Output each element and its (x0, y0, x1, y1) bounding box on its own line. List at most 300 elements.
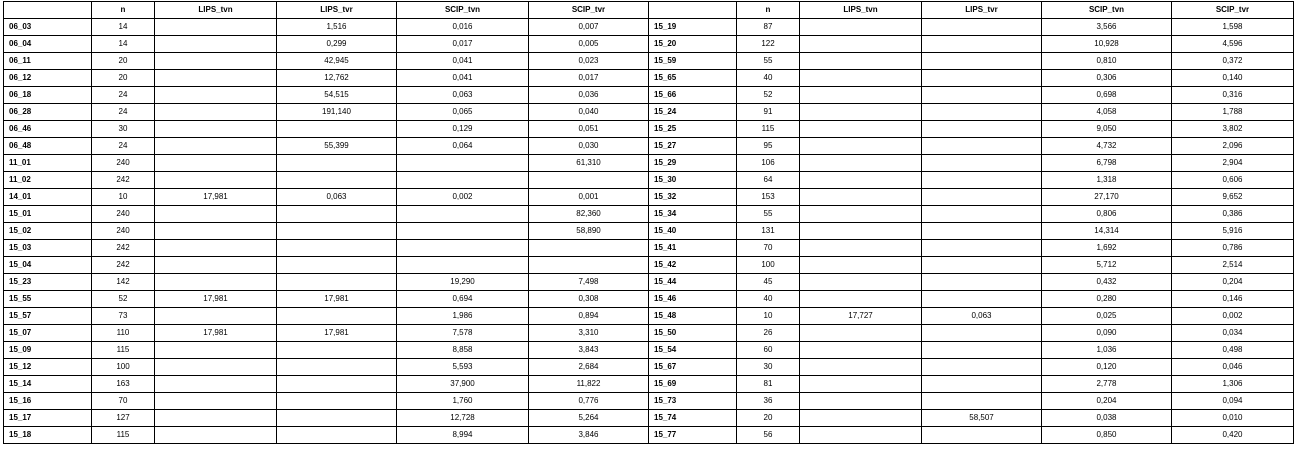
cell-lips-tvn (155, 206, 277, 223)
cell-scip-tvn: 1,986 (397, 308, 529, 325)
cell-n: 14 (92, 19, 155, 36)
cell-scip-tvr: 9,652 (1172, 189, 1294, 206)
cell-lips-tvn (800, 291, 922, 308)
cell-scip-tvr: 0,308 (529, 291, 649, 308)
cell-lips-tvr: 17,981 (277, 325, 397, 342)
cell-n: 70 (737, 240, 800, 257)
cell-scip-tvr: 4,596 (1172, 36, 1294, 53)
cell-scip-tvn: 0,694 (397, 291, 529, 308)
cell-lips-tvr (277, 172, 397, 189)
cell-lips-tvr: 1,516 (277, 19, 397, 36)
cell-lips-tvn (800, 87, 922, 104)
cell-id: 15_46 (649, 291, 737, 308)
cell-id: 06_11 (4, 53, 92, 70)
cell-id: 06_46 (4, 121, 92, 138)
cell-lips-tvn (800, 410, 922, 427)
cell-lips-tvr (922, 206, 1042, 223)
cell-scip-tvr: 0,786 (1172, 240, 1294, 257)
cell-lips-tvr (922, 257, 1042, 274)
cell-n: 20 (92, 70, 155, 87)
cell-id: 15_59 (649, 53, 737, 70)
cell-n: 52 (737, 87, 800, 104)
cell-scip-tvn (397, 206, 529, 223)
header-cell-lips-tvr: LIPS_tvr (277, 2, 397, 19)
cell-id: 15_32 (649, 189, 737, 206)
cell-scip-tvn: 0,017 (397, 36, 529, 53)
cell-scip-tvn (397, 172, 529, 189)
cell-lips-tvn (155, 274, 277, 291)
cell-n: 30 (737, 359, 800, 376)
header-cell-scip-tvr: SCIP_tvr (1172, 2, 1294, 19)
cell-lips-tvn (155, 138, 277, 155)
cell-scip-tvn: 0,016 (397, 19, 529, 36)
cell-scip-tvn: 1,692 (1042, 240, 1172, 257)
cell-scip-tvr: 0,046 (1172, 359, 1294, 376)
cell-scip-tvr: 0,146 (1172, 291, 1294, 308)
cell-n: 115 (92, 342, 155, 359)
cell-scip-tvn: 1,318 (1042, 172, 1172, 189)
cell-scip-tvr: 3,846 (529, 427, 649, 444)
cell-id: 15_65 (649, 70, 737, 87)
table-row (4, 206, 1294, 223)
cell-scip-tvr: 1,306 (1172, 376, 1294, 393)
table-row (4, 393, 1294, 410)
cell-lips-tvr (922, 274, 1042, 291)
cell-n: 30 (92, 121, 155, 138)
cell-scip-tvn: 5,712 (1042, 257, 1172, 274)
cell-n: 52 (92, 291, 155, 308)
cell-lips-tvn (155, 257, 277, 274)
header-cell-id (649, 2, 737, 19)
cell-id: 15_18 (4, 427, 92, 444)
cell-lips-tvr (922, 172, 1042, 189)
cell-n: 242 (92, 257, 155, 274)
header-cell-n: n (737, 2, 800, 19)
cell-lips-tvn (155, 121, 277, 138)
cell-id: 06_12 (4, 70, 92, 87)
cell-lips-tvr (922, 70, 1042, 87)
cell-lips-tvr: 55,399 (277, 138, 397, 155)
table-row (4, 19, 1294, 36)
cell-n: 73 (92, 308, 155, 325)
cell-scip-tvr: 0,372 (1172, 53, 1294, 70)
cell-lips-tvr (922, 155, 1042, 172)
table-row (4, 257, 1294, 274)
cell-id: 15_20 (649, 36, 737, 53)
cell-lips-tvn (155, 240, 277, 257)
cell-lips-tvr (922, 36, 1042, 53)
cell-lips-tvr (922, 325, 1042, 342)
cell-lips-tvr (922, 376, 1042, 393)
cell-lips-tvn (800, 240, 922, 257)
cell-lips-tvn (800, 70, 922, 87)
table-row (4, 427, 1294, 444)
cell-scip-tvr: 3,843 (529, 342, 649, 359)
cell-id: 15_29 (649, 155, 737, 172)
cell-scip-tvr: 0,386 (1172, 206, 1294, 223)
cell-scip-tvn: 3,566 (1042, 19, 1172, 36)
cell-n: 20 (92, 53, 155, 70)
cell-n: 36 (737, 393, 800, 410)
cell-scip-tvn: 0,063 (397, 87, 529, 104)
cell-lips-tvr (922, 427, 1042, 444)
cell-id: 15_19 (649, 19, 737, 36)
cell-scip-tvr: 61,310 (529, 155, 649, 172)
cell-scip-tvn: 7,578 (397, 325, 529, 342)
cell-n: 26 (737, 325, 800, 342)
cell-lips-tvr (277, 240, 397, 257)
cell-lips-tvn: 17,981 (155, 291, 277, 308)
cell-lips-tvn (800, 342, 922, 359)
header-cell-scip-tvr: SCIP_tvr (529, 2, 649, 19)
cell-id: 14_01 (4, 189, 92, 206)
cell-scip-tvr: 0,894 (529, 308, 649, 325)
cell-scip-tvn: 12,728 (397, 410, 529, 427)
cell-lips-tvn (155, 70, 277, 87)
cell-n: 10 (737, 308, 800, 325)
cell-lips-tvr (277, 308, 397, 325)
cell-scip-tvr: 0,204 (1172, 274, 1294, 291)
cell-scip-tvn (397, 223, 529, 240)
cell-scip-tvr (529, 172, 649, 189)
cell-n: 24 (92, 138, 155, 155)
cell-scip-tvr: 0,030 (529, 138, 649, 155)
cell-id: 06_18 (4, 87, 92, 104)
cell-n: 163 (92, 376, 155, 393)
cell-scip-tvn: 0,120 (1042, 359, 1172, 376)
cell-scip-tvr: 0,017 (529, 70, 649, 87)
cell-lips-tvr (922, 240, 1042, 257)
table-row (4, 376, 1294, 393)
cell-scip-tvn: 0,065 (397, 104, 529, 121)
cell-lips-tvn (155, 410, 277, 427)
cell-n: 24 (92, 87, 155, 104)
table-row (4, 87, 1294, 104)
cell-lips-tvn (800, 274, 922, 291)
cell-lips-tvn (800, 393, 922, 410)
cell-lips-tvr (922, 291, 1042, 308)
cell-scip-tvn (397, 240, 529, 257)
cell-lips-tvr (277, 376, 397, 393)
cell-lips-tvr (922, 138, 1042, 155)
cell-n: 60 (737, 342, 800, 359)
header-cell-id (4, 2, 92, 19)
cell-id: 15_09 (4, 342, 92, 359)
cell-lips-tvn (800, 104, 922, 121)
cell-n: 153 (737, 189, 800, 206)
cell-n: 242 (92, 172, 155, 189)
cell-scip-tvr: 0,316 (1172, 87, 1294, 104)
table-row (4, 223, 1294, 240)
cell-lips-tvn (155, 342, 277, 359)
cell-scip-tvr: 0,606 (1172, 172, 1294, 189)
cell-scip-tvr: 2,904 (1172, 155, 1294, 172)
cell-n: 40 (737, 291, 800, 308)
cell-id: 15_42 (649, 257, 737, 274)
cell-scip-tvr: 0,034 (1172, 325, 1294, 342)
cell-lips-tvr: 17,981 (277, 291, 397, 308)
cell-n: 56 (737, 427, 800, 444)
header-cell-n: n (92, 2, 155, 19)
table-row (4, 240, 1294, 257)
cell-scip-tvn: 0,090 (1042, 325, 1172, 342)
cell-scip-tvn: 1,760 (397, 393, 529, 410)
cell-id: 15_40 (649, 223, 737, 240)
cell-scip-tvr: 0,007 (529, 19, 649, 36)
cell-n: 240 (92, 223, 155, 240)
cell-lips-tvn (800, 19, 922, 36)
cell-scip-tvn (397, 257, 529, 274)
cell-id: 15_25 (649, 121, 737, 138)
cell-lips-tvr (922, 19, 1042, 36)
cell-lips-tvn (800, 376, 922, 393)
cell-scip-tvn: 0,850 (1042, 427, 1172, 444)
cell-scip-tvn: 0,806 (1042, 206, 1172, 223)
cell-lips-tvr (922, 393, 1042, 410)
cell-lips-tvn (800, 257, 922, 274)
header-cell-scip-tvn: SCIP_tvn (397, 2, 529, 19)
cell-lips-tvr (922, 223, 1042, 240)
cell-lips-tvr (277, 393, 397, 410)
cell-scip-tvn: 0,002 (397, 189, 529, 206)
cell-id: 15_14 (4, 376, 92, 393)
table-row (4, 70, 1294, 87)
cell-scip-tvn: 0,129 (397, 121, 529, 138)
cell-scip-tvr: 82,360 (529, 206, 649, 223)
cell-scip-tvn: 0,025 (1042, 308, 1172, 325)
cell-scip-tvn: 0,041 (397, 53, 529, 70)
cell-lips-tvn (800, 155, 922, 172)
cell-scip-tvn (397, 155, 529, 172)
table-row (4, 138, 1294, 155)
cell-id: 15_41 (649, 240, 737, 257)
table-body (4, 19, 1294, 444)
cell-id: 15_74 (649, 410, 737, 427)
cell-scip-tvr: 11,822 (529, 376, 649, 393)
cell-n: 24 (92, 104, 155, 121)
table-row (4, 325, 1294, 342)
cell-n: 131 (737, 223, 800, 240)
cell-scip-tvn: 0,204 (1042, 393, 1172, 410)
cell-lips-tvr (277, 121, 397, 138)
cell-lips-tvr (277, 359, 397, 376)
cell-lips-tvr: 58,507 (922, 410, 1042, 427)
cell-n: 55 (737, 53, 800, 70)
header-cell-lips-tvn: LIPS_tvn (800, 2, 922, 19)
cell-scip-tvn: 0,306 (1042, 70, 1172, 87)
cell-lips-tvn (800, 121, 922, 138)
cell-lips-tvr: 54,515 (277, 87, 397, 104)
table-row (4, 172, 1294, 189)
cell-lips-tvn (155, 19, 277, 36)
cell-scip-tvn: 37,900 (397, 376, 529, 393)
cell-scip-tvn: 0,698 (1042, 87, 1172, 104)
cell-n: 142 (92, 274, 155, 291)
cell-n: 70 (92, 393, 155, 410)
cell-id: 15_02 (4, 223, 92, 240)
cell-n: 240 (92, 155, 155, 172)
cell-lips-tvr (277, 427, 397, 444)
cell-scip-tvr: 7,498 (529, 274, 649, 291)
cell-id: 06_04 (4, 36, 92, 53)
cell-id: 15_30 (649, 172, 737, 189)
table-row (4, 155, 1294, 172)
cell-lips-tvr: 191,140 (277, 104, 397, 121)
cell-lips-tvn (800, 138, 922, 155)
cell-n: 45 (737, 274, 800, 291)
cell-scip-tvn: 10,928 (1042, 36, 1172, 53)
cell-id: 15_54 (649, 342, 737, 359)
table-row (4, 121, 1294, 138)
cell-lips-tvn (155, 308, 277, 325)
cell-n: 87 (737, 19, 800, 36)
cell-lips-tvn (800, 206, 922, 223)
cell-lips-tvn (155, 427, 277, 444)
cell-lips-tvr: 42,945 (277, 53, 397, 70)
cell-scip-tvn: 8,994 (397, 427, 529, 444)
cell-lips-tvr: 0,063 (277, 189, 397, 206)
cell-scip-tvn: 0,432 (1042, 274, 1172, 291)
cell-scip-tvr: 0,023 (529, 53, 649, 70)
cell-id: 15_73 (649, 393, 737, 410)
cell-lips-tvr: 0,063 (922, 308, 1042, 325)
cell-id: 15_48 (649, 308, 737, 325)
cell-id: 15_17 (4, 410, 92, 427)
cell-scip-tvr: 0,051 (529, 121, 649, 138)
cell-lips-tvr (922, 87, 1042, 104)
cell-lips-tvn (155, 223, 277, 240)
cell-id: 15_44 (649, 274, 737, 291)
table-row (4, 342, 1294, 359)
cell-n: 100 (737, 257, 800, 274)
cell-lips-tvn (800, 359, 922, 376)
cell-scip-tvn: 27,170 (1042, 189, 1172, 206)
cell-scip-tvr: 2,684 (529, 359, 649, 376)
results-table (3, 1, 1294, 444)
cell-lips-tvr (922, 104, 1042, 121)
cell-id: 15_01 (4, 206, 92, 223)
cell-id: 15_69 (649, 376, 737, 393)
cell-lips-tvr (922, 189, 1042, 206)
cell-n: 20 (737, 410, 800, 427)
cell-id: 15_50 (649, 325, 737, 342)
cell-scip-tvr: 0,420 (1172, 427, 1294, 444)
cell-scip-tvr: 1,598 (1172, 19, 1294, 36)
cell-id: 15_67 (649, 359, 737, 376)
cell-n: 55 (737, 206, 800, 223)
cell-scip-tvn: 0,064 (397, 138, 529, 155)
cell-scip-tvn: 5,593 (397, 359, 529, 376)
table-row (4, 359, 1294, 376)
cell-n: 240 (92, 206, 155, 223)
cell-scip-tvr: 2,096 (1172, 138, 1294, 155)
header-cell-scip-tvn: SCIP_tvn (1042, 2, 1172, 19)
cell-scip-tvr (529, 257, 649, 274)
cell-scip-tvr: 0,005 (529, 36, 649, 53)
cell-n: 106 (737, 155, 800, 172)
cell-n: 115 (737, 121, 800, 138)
cell-lips-tvn (155, 393, 277, 410)
cell-lips-tvn (800, 223, 922, 240)
cell-id: 15_55 (4, 291, 92, 308)
cell-lips-tvr: 0,299 (277, 36, 397, 53)
cell-scip-tvn: 9,050 (1042, 121, 1172, 138)
cell-id: 15_07 (4, 325, 92, 342)
cell-n: 81 (737, 376, 800, 393)
cell-lips-tvr (277, 342, 397, 359)
table-row (4, 274, 1294, 291)
cell-id: 15_57 (4, 308, 92, 325)
cell-scip-tvr: 0,776 (529, 393, 649, 410)
cell-scip-tvn: 14,314 (1042, 223, 1172, 240)
cell-id: 15_24 (649, 104, 737, 121)
cell-n: 115 (92, 427, 155, 444)
cell-lips-tvn (800, 172, 922, 189)
cell-n: 242 (92, 240, 155, 257)
cell-scip-tvr: 5,264 (529, 410, 649, 427)
cell-scip-tvr (529, 240, 649, 257)
cell-scip-tvr: 58,890 (529, 223, 649, 240)
cell-lips-tvr (922, 53, 1042, 70)
cell-scip-tvn: 19,290 (397, 274, 529, 291)
header-cell-lips-tvr: LIPS_tvr (922, 2, 1042, 19)
cell-lips-tvn (155, 376, 277, 393)
cell-scip-tvr: 1,788 (1172, 104, 1294, 121)
cell-scip-tvn: 8,858 (397, 342, 529, 359)
cell-lips-tvr (277, 257, 397, 274)
cell-scip-tvr: 2,514 (1172, 257, 1294, 274)
cell-lips-tvr (922, 342, 1042, 359)
cell-id: 15_27 (649, 138, 737, 155)
cell-lips-tvn: 17,981 (155, 325, 277, 342)
cell-id: 15_03 (4, 240, 92, 257)
cell-scip-tvr: 0,036 (529, 87, 649, 104)
cell-scip-tvr: 3,310 (529, 325, 649, 342)
cell-lips-tvn (800, 427, 922, 444)
cell-lips-tvr (277, 155, 397, 172)
header-row (4, 2, 1294, 19)
cell-lips-tvn (155, 155, 277, 172)
cell-lips-tvn (800, 36, 922, 53)
cell-lips-tvr (277, 223, 397, 240)
cell-id: 15_04 (4, 257, 92, 274)
cell-id: 15_23 (4, 274, 92, 291)
cell-scip-tvr: 0,094 (1172, 393, 1294, 410)
cell-scip-tvr: 0,498 (1172, 342, 1294, 359)
cell-scip-tvn: 0,041 (397, 70, 529, 87)
cell-n: 110 (92, 325, 155, 342)
cell-lips-tvn: 17,727 (800, 308, 922, 325)
cell-scip-tvn: 1,036 (1042, 342, 1172, 359)
cell-lips-tvr: 12,762 (277, 70, 397, 87)
cell-lips-tvn: 17,981 (155, 189, 277, 206)
cell-lips-tvn (155, 36, 277, 53)
table-row (4, 291, 1294, 308)
cell-scip-tvr: 0,001 (529, 189, 649, 206)
cell-scip-tvn: 0,038 (1042, 410, 1172, 427)
cell-scip-tvn: 2,778 (1042, 376, 1172, 393)
cell-scip-tvn: 0,280 (1042, 291, 1172, 308)
cell-lips-tvn (155, 104, 277, 121)
cell-scip-tvr: 0,140 (1172, 70, 1294, 87)
table-row (4, 189, 1294, 206)
cell-lips-tvr (277, 206, 397, 223)
cell-lips-tvr (277, 274, 397, 291)
cell-id: 15_16 (4, 393, 92, 410)
cell-id: 15_34 (649, 206, 737, 223)
cell-n: 64 (737, 172, 800, 189)
cell-n: 14 (92, 36, 155, 53)
